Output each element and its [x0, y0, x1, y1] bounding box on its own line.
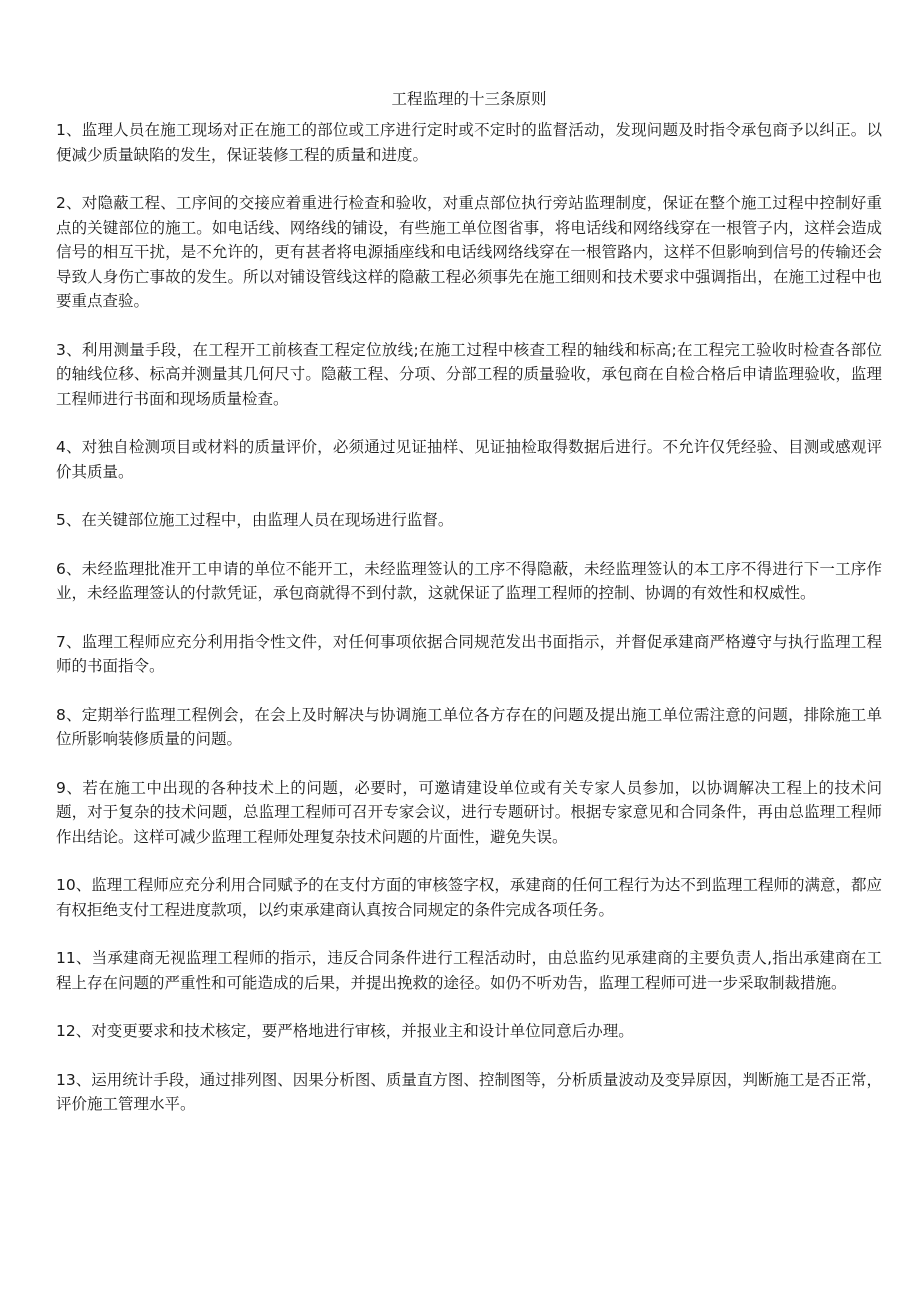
paragraph-8: 8、定期举行监理工程例会，在会上及时解决与协调施工单位各方存在的问题及提出施工单位需注意的问题，排除施工单位所影响装修质量的问题。: [56, 705, 882, 748]
paragraph-5: 5、在关键部位施工过程中，由监理人员在现场进行监督。: [56, 511, 454, 529]
paragraph-9: 9、若在施工中出现的各种技术上的问题，必要时，可邀请建设单位或有关专家人员参加，以协调解决工程上的技术问题，对于复杂的技术问题，总监理工程师可召开专家会议，进行专题研讨。根据专家意见和合同条件，再由总监理工程师作出结论。这样可减少监理工程师处理复杂技术问题的片面性，避免失误。: [56, 778, 882, 846]
paragraph-2: 2、对隐蔽工程、工序间的交接应着重进行检查和验收，对重点部位执行旁站监理制度，保证在整个施工过程中控制好重点的关键部位的施工。如电话线、网络线的铺设，有些施工单位图省事，将电话线和网络线穿在一根管子内，这样会造成信号的相互干扰，是不允许的，更有甚者将电源插座线和电话线网络线穿在一根管路内，这样不但影响到信号的传输还会导致人身伤亡事故的发生。所以对铺设管线这样的隐蔽工程必须事先在施工细则和技术要求中强调指出，在施工过程中也要重点查验。: [56, 194, 882, 310]
paragraph-11: 11、当承建商无视监理工程师的指示，违反合同条件进行工程活动时，由总监约见承建商的主要负责人,指出承建商在工程上存在问题的严重性和可能造成的后果，并提出挽救的途径。如仍不听劝告，监理工程师可进一步采取制裁措施。: [56, 949, 882, 992]
paragraph-13: 13、运用统计手段，通过排列图、因果分析图、质量直方图、控制图等，分析质量波动及变异原因，判断施工是否正常，评价施工管理水平。: [56, 1070, 882, 1113]
document-title: 工程监理的十三条原则: [391, 90, 547, 108]
paragraph-12: 12、对变更要求和技术核定，要严格地进行审核，并报业主和设计单位同意后办理。: [56, 1022, 634, 1040]
paragraph-1: 1、监理人员在施工现场对正在施工的部位或工序进行定时或不定时的监督活动，发现问题及时指令承包商予以纠正。以便减少质量缺陷的发生，保证装修工程的质量和进度。: [56, 121, 882, 164]
document-page: [56, 86, 882, 1141]
paragraph-10: 10、监理工程师应充分利用合同赋予的在支付方面的审核签字权，承建商的任何工程行为达不到监理工程师的满意，都应有权拒绝支付工程进度款项，以约束承建商认真按合同规定的条件完成各项任务。: [56, 876, 882, 919]
paragraph-6: 6、未经监理批准开工申请的单位不能开工，未经监理签认的工序不得隐蔽，未经监理签认的本工序不得进行下一工序作业，未经监理签认的付款凭证，承包商就得不到付款，这就保证了监理工程师的控制、协调的有效性和权威性。: [56, 559, 882, 602]
paragraph-3: 3、利用测量手段，在工程开工前核查工程定位放线;在施工过程中核查工程的轴线和标高;在工程完工验收时检查各部位的轴线位移、标高并测量其几何尺寸。隐蔽工程、分项、分部工程的质量验收，承包商在自检合格后申请监理验收，监理工程师进行书面和现场质量检查。: [56, 340, 882, 408]
paragraph-7: 7、监理工程师应充分利用指令性文件，对任何事项依据合同规范发出书面指示，并督促承建商严格遵守与执行监理工程师的书面指令。: [56, 632, 882, 675]
paragraph-4: 4、对独自检测项目或材料的质量评价，必须通过见证抽样、见证抽检取得数据后进行。不允许仅凭经验、目测或感观评价其质量。: [56, 438, 882, 481]
